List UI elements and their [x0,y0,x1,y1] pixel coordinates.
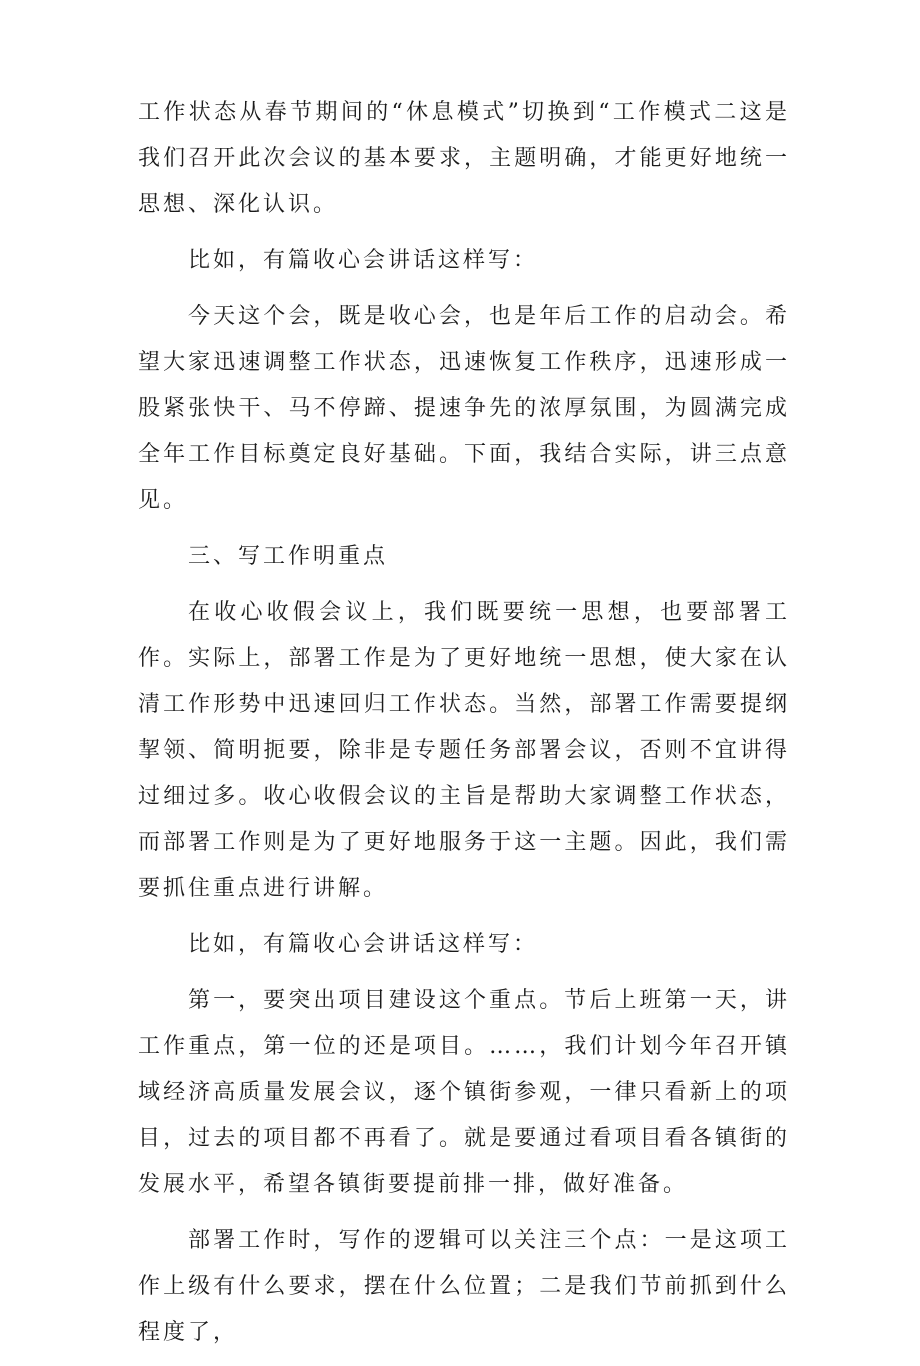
paragraph-example-quote: 今天这个会，既是收心会，也是年后工作的启动会。希望大家迅速调整工作状态，迅速恢复工作秩序，迅速形成一股紧张快干、马不停蹄、提速争先的浓厚氛围，为圆满完成全年工作目标奠定良好基础。下面，我结合实际，讲三点意见。 [138,304,790,513]
section-heading: 三、写工作明重点 [188,544,389,569]
paragraph-example-intro-2: 比如，有篇收心会讲话这样写： [188,932,539,957]
paragraph-body: 在收心收假会议上，我们既要统一思想，也要部署工作。实际上，部署工作是为了更好地统一思想，使大家在认清工作形势中迅速回归工作状态。当然，部署工作需要提纲挈领、简明扼要，除非是专题任务部署会议，否则不宜讲得过细过多。收心收假会议的主旨是帮助大家调整工作状态，而部署工作则是为了更好地服务于这一主题。因此，我们需要抓住重点进行讲解。 [138,600,790,901]
paragraph-continuation: 工作状态从春节期间的“休息模式”切换到“工作模式二这是我们召开此次会议的基本要求，主题明确，才能更好地统一思想、深化认识。 [138,100,790,217]
paragraph-example-quote-2: 第一，要突出项目建设这个重点。节后上班第一天，讲工作重点，第一位的还是项目。……，我们计划今年召开镇域经济高质量发展会议，逐个镇街参观，一律只看新上的项目，过去的项目都不再看了。就是要通过看项目看各镇街的发展水平，希望各镇街要提前排一排，做好准备。 [138,988,790,1197]
document-body [138,90,790,1366]
paragraph-example-intro: 比如，有篇收心会讲话这样写： [188,248,539,273]
paragraph-logic: 部署工作时，写作的逻辑可以关注三个点：一是这项工作上级有什么要求，摆在什么位置；二是我们节前抓到什么程度了， [138,1228,790,1345]
